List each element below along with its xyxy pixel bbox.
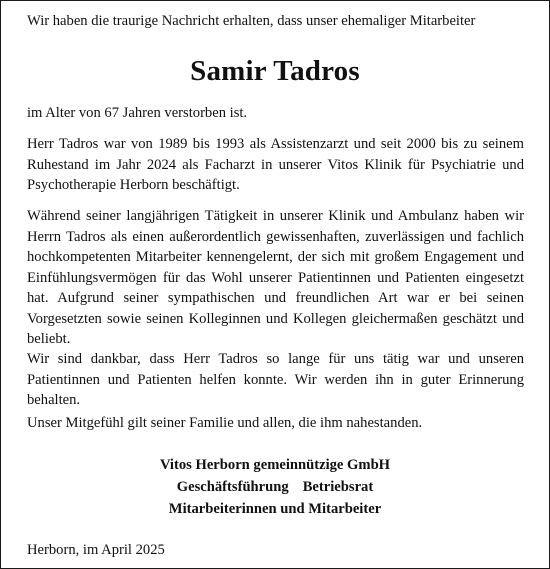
deceased-name: Samir Tadros [190,55,360,87]
signature-organization: Vitos Herborn gemeinnützige GmbH [159,457,391,473]
tribute-paragraph: Während seiner langjährigen Tätigkeit in unserer Klinik und Ambulanz haben wir Herrn Tadros als einen außerordentlich gewissenhaften, zuverlässigen und fachlich hochkompetenten Mitarbeiter kennengelernt, der sich mit großem Engagement und Einfühlungsvermögen für das Wohl unserer Patientinnen und Patienten eingesetzt hat. Aufgrund seiner sympathischen und freundlichen Art war er bei seinen Vorgesetzten sowie seinen Kolleginnen und Kollegen gleichermaßen geschätzt und beliebt. [27,208,524,347]
signature-management: Geschäftsführung [176,479,289,495]
signature-works-council: Betriebsrat [302,479,374,495]
age-paragraph: im Alter von 67 Jahren verstorben ist. [27,105,248,121]
signature-staff: Mitarbeiterinnen und Mitarbeiter [168,501,382,517]
intro-line: Wir haben die traurige Nachricht erhalten, dass unser ehemaliger Mitarbeiter [27,13,476,29]
place-date: Herborn, im April 2025 [27,542,165,558]
career-paragraph: Herr Tadros war von 1989 bis 1993 als Assistenzarzt und seit 2000 bis zu seinem Ruhestand im Jahr 2024 als Facharzt in unserer Vitos Klinik für Psychiatrie und Psychotherapie Herborn beschäftigt. [27,136,524,193]
gratitude-paragraph: Wir sind dankbar, dass Herr Tadros so lange für uns tätig war und unseren Patientinnen und Patienten helfen konnte. Wir werden ihn in guter Erinnerung behalten. [27,351,524,408]
condolence-paragraph: Unser Mitgefühl gilt seiner Familie und allen, die ihm nahestanden. [27,415,423,431]
signature-bodies [1,477,549,497]
